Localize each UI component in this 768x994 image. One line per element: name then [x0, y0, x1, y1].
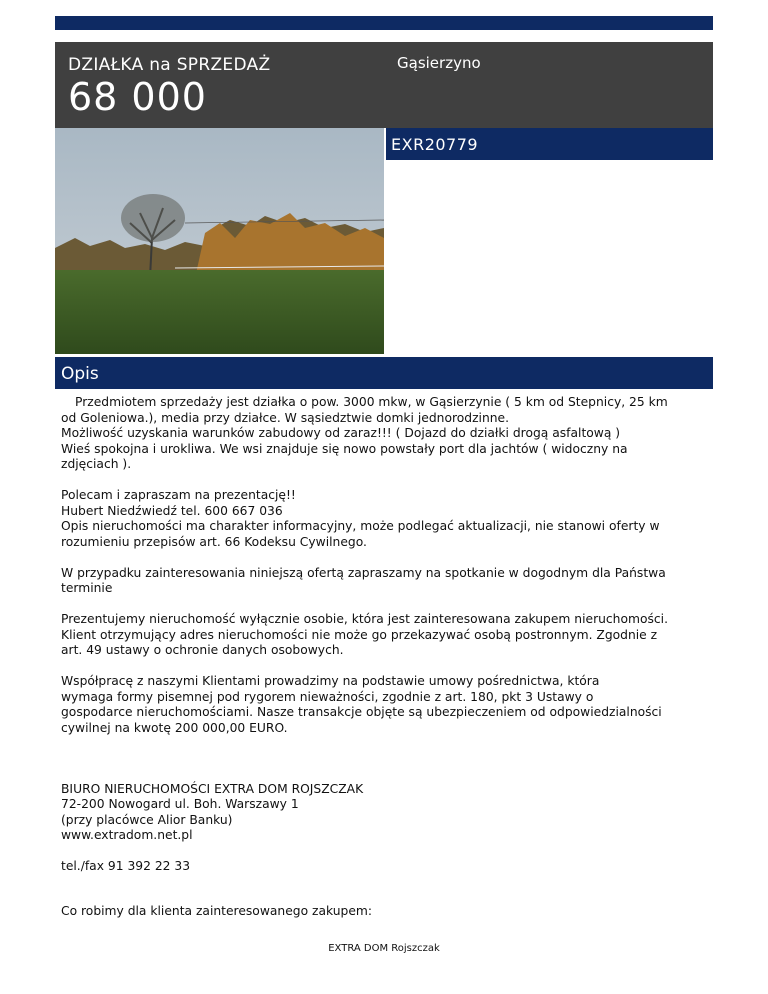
text-line: od Goleniowa.), media przy działce. W sąsiedztwie domki jednorodzinne.	[61, 410, 510, 425]
text-line: wymaga formy pisemnej pod rygorem nieważności, zgodnie z art. 180, pkt 3 Ustawy o	[61, 689, 594, 704]
text-line: Polecam i zapraszam na prezentację!!	[61, 488, 296, 502]
agency-address	[61, 782, 711, 844]
closing-line: Co robimy dla klienta zainteresowanego zakupem:	[61, 904, 373, 918]
text-line: Prezentujemy nieruchomość wyłącznie osobie, która jest zainteresowana zakupem nieruchomości.	[61, 612, 668, 626]
text-line: Opis nieruchomości ma charakter informacyjny, może podlegać aktualizacji, nie stanowi oferty w	[61, 519, 660, 533]
contact-paragraph	[61, 488, 711, 550]
offer-price: 68 000	[68, 75, 207, 119]
privacy-paragraph	[61, 612, 711, 659]
text-line: zdjęciach ).	[61, 457, 132, 471]
contract-paragraph	[61, 674, 711, 736]
agency-street: 72-200 Nowogard ul. Boh. Warszawy 1	[61, 797, 299, 811]
text-line: terminie	[61, 581, 113, 595]
offer-reference: EXR20779	[386, 128, 713, 160]
invitation-paragraph	[61, 566, 711, 597]
agency-name: BIURO NIERUCHOMOŚCI EXTRA DOM ROJSZCZAK	[61, 781, 364, 796]
text-line: Przedmiotem sprzedaży jest działka o pow. 3000 mkw, w Gąsierzynie ( 5 km od Stepnicy, 25 km	[75, 395, 668, 409]
text-line: art. 49 ustawy o ochronie danych osobowych.	[61, 643, 344, 657]
text-line: Współpracę z naszymi Klientami prowadzimy na podstawie umowy pośrednictwa, która	[61, 674, 600, 688]
text-line: cywilnej na kwotę 200 000,00 EURO.	[61, 720, 288, 735]
page-footer: EXTRA DOM Rojszczak	[328, 943, 440, 954]
agency-phone: tel./fax 91 392 22 33	[61, 859, 191, 873]
top-accent-bar	[55, 16, 713, 30]
description-body	[61, 395, 711, 935]
description-paragraph	[61, 395, 711, 473]
text-line: Możliwość uzyskania warunków zabudowy od zaraz!!! ( Dojazd do działki drogą asfaltową )	[61, 426, 621, 440]
text-line: W przypadku zainteresowania niniejszą ofertą zapraszamy na spotkanie w dogodnym dla Państwa	[61, 565, 666, 580]
section-title-opis: Opis	[55, 357, 713, 389]
agency-website: www.extradom.net.pl	[61, 828, 193, 842]
property-photo	[55, 128, 384, 354]
text-line: gospodarce nieruchomościami. Nasze transakcje objęte są ubezpieczeniem od odpowiedzialności	[61, 705, 662, 719]
spacer	[61, 890, 711, 904]
text-line: rozumieniu przepisów art. 66 Kodeksu Cywilnego.	[61, 534, 367, 549]
spacer	[61, 752, 711, 782]
offer-header	[55, 42, 713, 128]
offer-location: Gąsierzyno	[397, 54, 481, 72]
text-line: Hubert Niedźwiedź tel. 600 667 036	[61, 503, 283, 518]
text-line: Klient otrzymujący adres nieruchomości nie może go przekazywać osobą postronnym. Zgodnie z	[61, 627, 658, 642]
offer-type: DZIAŁKA na SPRZEDAŻ	[68, 55, 271, 75]
text-line: Wieś spokojna i urokliwa. We wsi znajduje się nowo powstały port dla jachtów ( widoczny na	[61, 441, 628, 456]
agency-note: (przy placówce Alior Banku)	[61, 812, 233, 827]
